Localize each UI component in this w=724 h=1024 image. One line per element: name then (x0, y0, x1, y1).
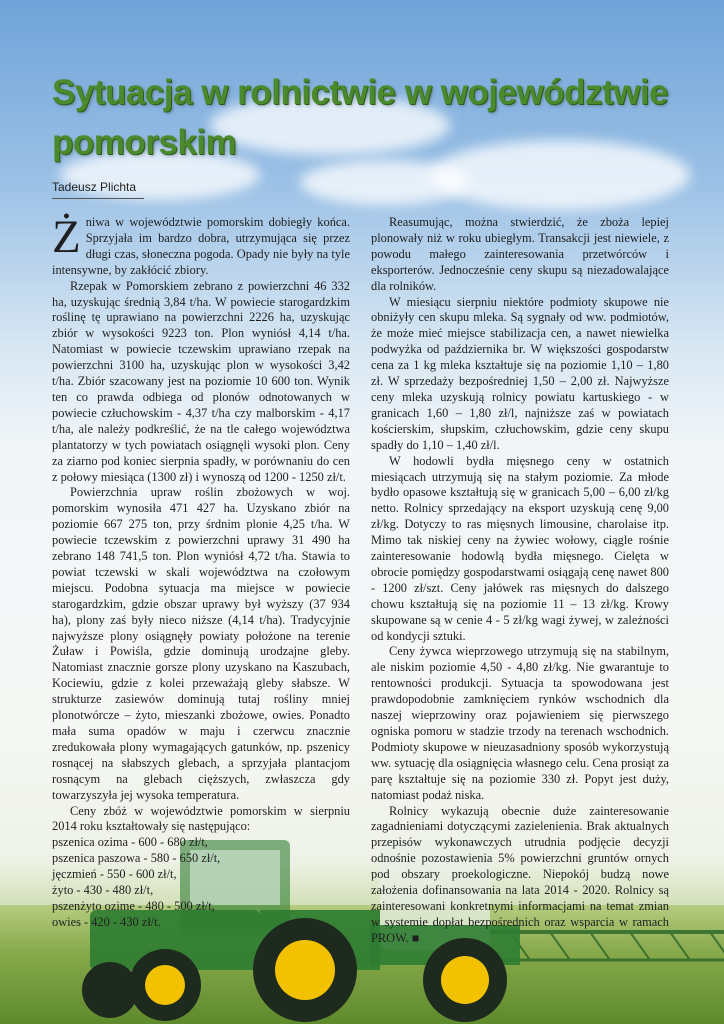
intro-text: niwa w województwie pomorskim dobiegły końca. Sprzyjała im bardzo dobra, utrzymująca się przez długi czas, słoneczna pogoda. Opady nie były na tyle intensywne, by zakłócić zbiory. (52, 215, 350, 277)
rapeseed-paragraph: Rzepak w Pomorskiem zebrano z powierzchni 46 332 ha, uzyskując średnią 3,84 t/ha. W powiecie starogardzkim roślinę tę uprawiano na powierzchni 2226 ha, uzyskując zbiór w wysokości 9223 ton. Plon wyniósł 4,14 t/ha. Natomiast w powiecie tczewskim uprawiano rzepak na powierzchni 3100 ha, uzyskując plon w wysokości 3,42 t/ha. Zbiór szacowany jest na poziomie 10 600 ton. Wynik ten co prawda odbiega od plonów odnotowanych w powiecie człuchowskim - 4,37 t/ha czy malborskim - 4,17 t/ha, ale należy podkreślić, że na tle całego województwa plantatorzy w tych powiatach osiągnęli wysoki plon. Ceny za ziarno pod koniec sierpnia spadły, w porównaniu do cen z połowy miesiąca (1300 zł) i wynoszą od 1200 - 1250 zł/t. (52, 278, 350, 484)
left-column (52, 211, 350, 931)
intro-paragraph (52, 211, 350, 279)
list-item: jęczmień - 550 - 600 zł/t, (52, 867, 177, 882)
list-item: pszenżyto ozime - 480 - 500 zł/t, (52, 898, 215, 913)
dropcap-letter: Ż (52, 211, 81, 263)
list-item: pszenica paszowa - 580 - 650 zł/t, (52, 851, 221, 866)
prices-intro-paragraph: Ceny zbóż w województwie pomorskim w sierpniu 2014 roku kształtowały się następująco: (52, 803, 350, 834)
pork-paragraph: Ceny żywca wieprzowego utrzymują się na stabilnym, ale niskim poziomie 4,50 - 4,80 zł/kg. Nie gwarantuje to rentowności produkcji. Sytuacja ta spowodowana jest prawdopodobnie zamknięciem rynków wschodnich dla naszej wieprzowiny oraz pojawieniem się pierwszego ogniska pomoru w stadzie trzody na terenach wschodnich. Podmioty skupowe w nieuzasadniony sposób wykorzystują ww. sytuację dla osiągnięcia własnego celu. Cena prosiąt za parę kształtuje się na poziomie 330 zł. Popyt jest duży, natomiast podaż niska. (371, 644, 669, 802)
list-item: owies - 420 - 430 zł/t. (52, 914, 161, 929)
cereal-paragraph: Powierzchnia upraw roślin zbożowych w woj. pomorskim wynosiła 471 427 ha. Uzyskano zbiór na poziomie 667 275 ton, przy śrdnim plonie 4,25 t/ha. W powiecie tczewskim z powierzchni uprawy 31 490 ha zebrano 148 741,5 ton. Plon wyniósł 4,72 t/ha. Stawia to powiat tczewski w skali województwa na czołowym miejscu. Podobna sytuacja ma miejsce w powiecie starogardzkim, gdzie obszar uprawy był wyższy (37 934 ha), plony zaś były nieco niższe (4,14 t/ha). Tradycyjnie najwyższe plony osiągnęły powiaty położone na terenie Żuław i Powiśla, gdzie dominują urodzajne gleby. Natomiast znacznie gorsze plony uzyskano na Kaszubach, Kociewiu, gdzie z kolei przeważają gleby słabsze. W strukturze zasiewów dominują tutaj rośliny mniej plonotwórcze – żyto, mieszanki zbożowe, owies. Ponadto mała suma opadów w maju i czerwcu znacznie zredukowała plony wymagających gatunków, np. pszenicy rosnącej na słabszych glebach, a sprzyjała plantacjom rosnącym na glebach cięższych, zwłaszcza gdy towarzyszyła jej wysoka temperatura. (52, 485, 350, 802)
right-column (371, 215, 669, 947)
article-title: Sytuacja w rolnictwie w województwie pomorskim (52, 73, 669, 162)
list-item: pszenica ozima - 600 - 680 zł/t, (52, 835, 208, 850)
milk-paragraph: W miesiącu sierpniu niektóre podmioty skupowe nie obniżyły cen skupu mleka. Są sygnały od ww. podmiotów, że może mieć miejsce stabilizacja cen, a nawet niewielka podwyżka od października br. W większości gospodarstw cena za 1 kg mleka kształtuje się na poziomie 1,10 – 1,80 zł. W sprzedaży bezpośredniej 1,50 – 2,00 zł. Najwyższe ceny mleka uzyskują rolnicy powiatu kartuskiego - w granicach 1,60 – 1,80 zł/l, najniższe zaś w powiatach kościerskim, słupskim, człuchowskim, gdzie ceny skupu spadły do 1,10 – 1,40 zł/l. (371, 294, 669, 452)
grain-price-list (52, 835, 350, 930)
list-item: żyto - 430 - 480 zł/t, (52, 883, 154, 898)
beef-paragraph: W hodowli bydła mięsnego ceny w ostatnich miesiącach utrzymują się na stałym poziomie. Za młode bydło opasowe kształtują się w granicach 5,00 – 6,00 zł/kg netto. Rolnicy sprzedający na eksport uzyskują cenę 9,00 zł/kg. Dotyczy to ras mięsnych limousine, charolaise itp. Mimo tak niskiej ceny na żywiec wołowy, ciągle rośnie zainteresowanie hodowlą bydła mięsnego. Cielęta w obrocie pomiędzy gospodarstwami osiągają cenę nawet 800 - 1200 zł/szt. Ceny jałówek ras mięsnych do dalszego chowu kształtują się na poziomie 11 – 13 zł/kg. Krowy skupowane są w cenie 4 - 5 zł/kg wagi żywej, w zależności od kondycji sztuki. (371, 453, 669, 643)
article-author: Tadeusz Plichta (52, 180, 144, 199)
summary-paragraph: Reasumując, można stwierdzić, że zboża lepiej plonowały niż w roku ubiegłym. Transakcji jest niewiele, z powodu małego zainteresowania przetwórców i eksporterów. Jednocześnie ceny skupu są niezadowalające dla rolników. (371, 215, 669, 293)
greening-paragraph: Rolnicy wykazują obecnie duże zainteresowanie zagadnieniami dotyczącymi zazielenienia. Brak aktualnych przepisów wykonawczych utrudnia podjęcie decyzji odnośnie pozostawienia 5% powierzchni gruntów ornych pod obszary proekologiczne. Niepokój budzą nowe założenia dofinansowania na lata 2014 - 2020. Rolnicy są zainteresowani konkretnymi informacjami na temat zmian w systemie dopłat bezpośrednich oraz wsparcia w ramach PROW. ■ (371, 803, 669, 945)
